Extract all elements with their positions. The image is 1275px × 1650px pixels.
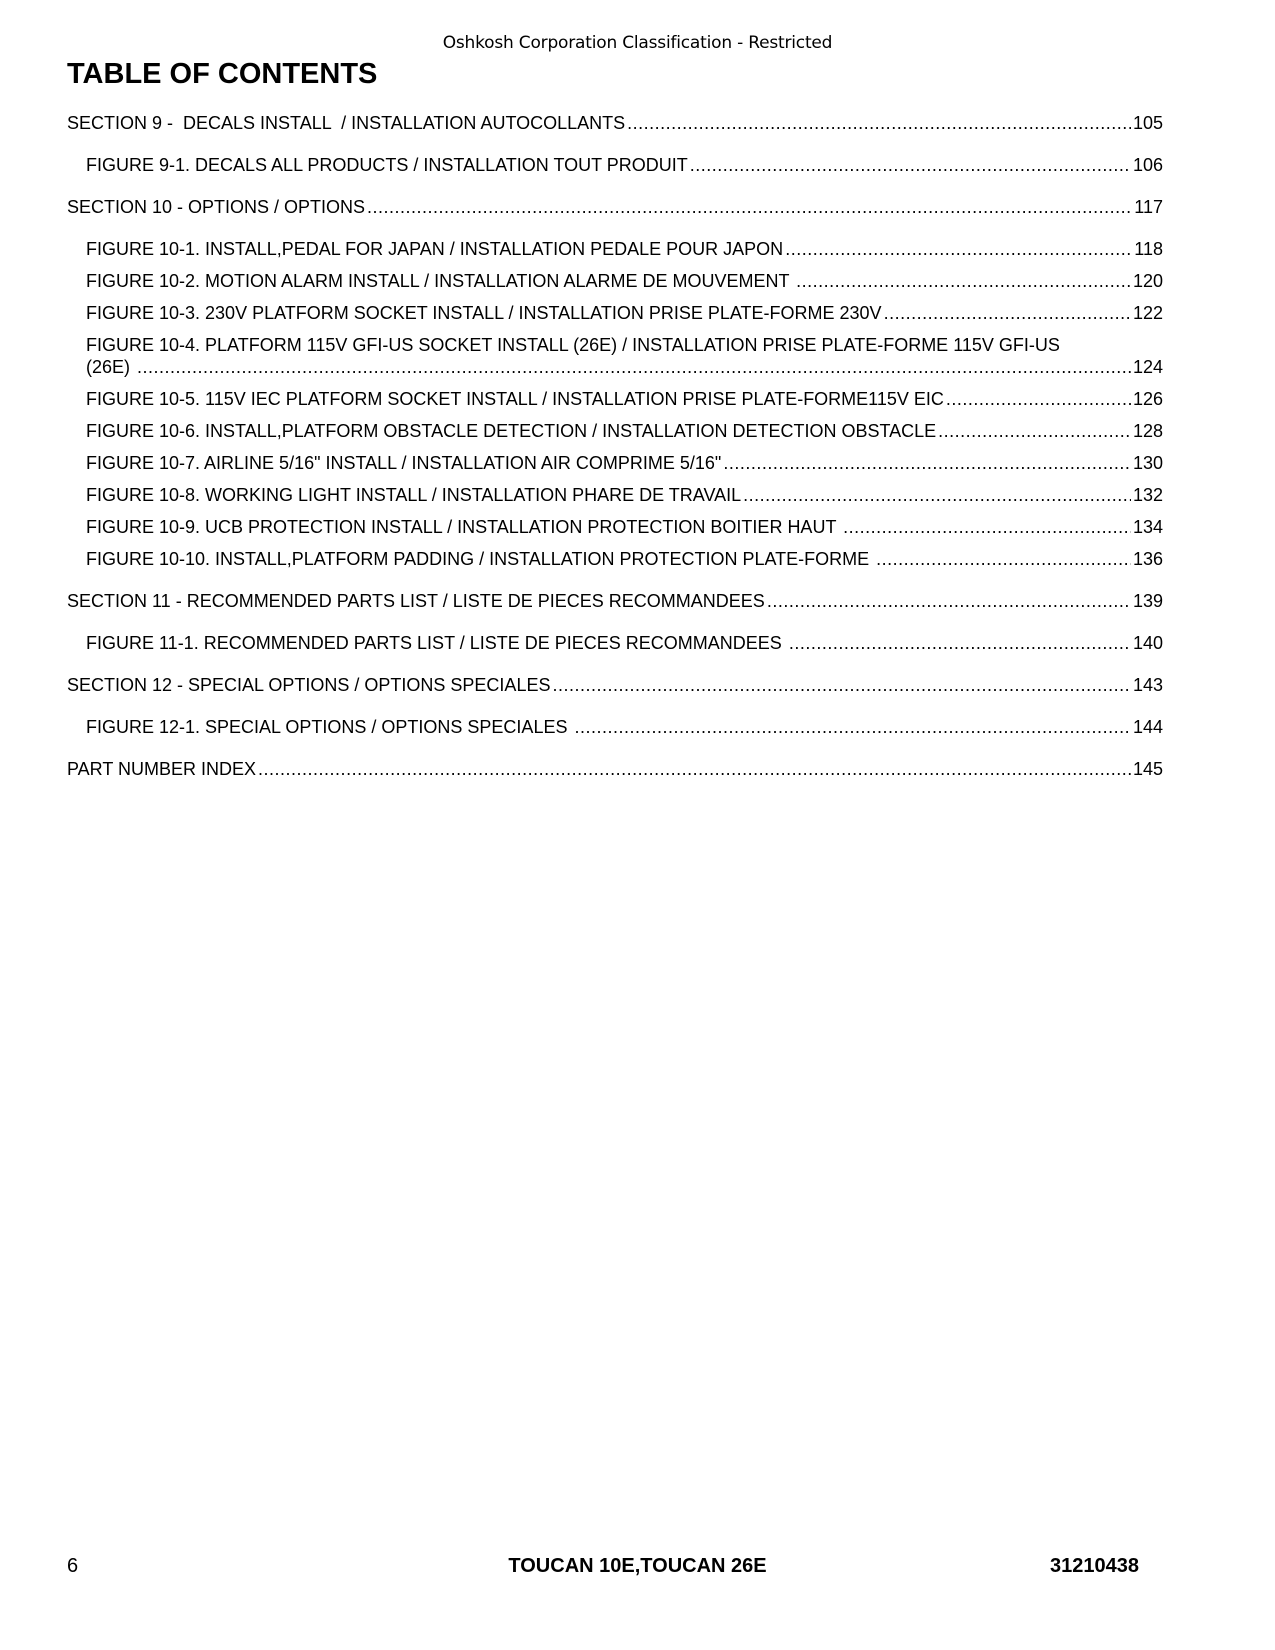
footer-model-name: TOUCAN 10E,TOUCAN 26E: [508, 1555, 767, 1577]
toc-entry-page-number: 145: [1132, 759, 1163, 779]
toc-entry-row: [86, 716, 1163, 738]
toc-entry-row: [86, 484, 1163, 506]
dot-leader: [884, 302, 1131, 324]
toc-entry-page-number: 118: [1134, 239, 1163, 259]
dot-leader: [789, 632, 1131, 654]
toc-figure-entry[interactable]: [67, 334, 1163, 378]
toc-entry-label-line: FIGURE 10-4. PLATFORM 115V GFI-US SOCKET INSTALL (26E) / INSTALLATION PRISE PLATE-FORME 115V GFI-US: [86, 335, 1060, 355]
toc-entry-label: FIGURE 12-1. SPECIAL OPTIONS / OPTIONS SPECIALES: [86, 717, 573, 737]
dot-leader: [137, 356, 1131, 378]
toc-entry-label: FIGURE 10-6. INSTALL,PLATFORM OBSTACLE DETECTION / INSTALLATION DETECTION OBSTACLE: [86, 421, 937, 441]
toc-figure-entry[interactable]: [67, 302, 1163, 324]
dot-leader: [785, 238, 1132, 260]
toc-entry-page-number: 126: [1132, 389, 1163, 409]
toc-entry-label: PART NUMBER INDEX: [67, 759, 257, 779]
dot-leader: [367, 196, 1132, 218]
toc-entry-label: FIGURE 10-5. 115V IEC PLATFORM SOCKET INSTALL / INSTALLATION PRISE PLATE-FORME115V EIC: [86, 389, 944, 409]
toc-entry-page-number: 105: [1132, 113, 1163, 133]
toc-figure-entry[interactable]: [67, 420, 1163, 442]
toc-entry-label: FIGURE 10-1. INSTALL,PEDAL FOR JAPAN / INSTALLATION PEDALE POUR JAPON: [86, 239, 784, 259]
toc-section-entry[interactable]: [67, 112, 1163, 134]
toc-entry-page-number: 144: [1132, 717, 1163, 737]
toc-entry-row: [86, 388, 1163, 410]
toc-entry-page-number: 139: [1132, 591, 1163, 611]
toc-figure-entry[interactable]: [67, 484, 1163, 506]
toc-figure-entry[interactable]: [67, 516, 1163, 538]
dot-leader: [876, 548, 1131, 570]
dot-leader: [723, 452, 1131, 474]
toc-figure-entry[interactable]: [67, 388, 1163, 410]
footer-document-number: 31210438: [1050, 1555, 1139, 1577]
toc-entry-page-number: 143: [1132, 675, 1163, 695]
dot-leader: [767, 590, 1131, 612]
toc-section-entry[interactable]: [67, 674, 1163, 696]
toc-entry-page-number: 106: [1132, 155, 1163, 175]
toc-entry-page-number: 128: [1132, 421, 1163, 441]
toc-entry-row: [86, 302, 1163, 324]
table-of-contents: [67, 112, 1163, 780]
toc-figure-entry[interactable]: [67, 238, 1163, 260]
dot-leader: [743, 484, 1131, 506]
toc-entry-label: FIGURE 10-3. 230V PLATFORM SOCKET INSTALL / INSTALLATION PRISE PLATE-FORME 230V: [86, 303, 882, 323]
toc-entry-label: FIGURE 10-7. AIRLINE 5/16" INSTALL / INSTALLATION AIR COMPRIME 5/16": [86, 453, 722, 473]
toc-entry-label: SECTION 12 - SPECIAL OPTIONS / OPTIONS SPECIALES: [67, 675, 551, 695]
toc-entry-label: FIGURE 10-10. INSTALL,PLATFORM PADDING / INSTALLATION PROTECTION PLATE-FORME: [86, 549, 875, 569]
toc-section-entry[interactable]: [67, 196, 1163, 218]
toc-entry-label: SECTION 9 - DECALS INSTALL / INSTALLATION AUTOCOLLANTS: [67, 113, 626, 133]
toc-entry-page-number: 120: [1132, 271, 1163, 291]
toc-entry-page-number: 130: [1132, 453, 1163, 473]
toc-entry-page-number: 117: [1134, 197, 1163, 217]
toc-figure-entry[interactable]: [67, 154, 1163, 176]
toc-figure-entry[interactable]: [67, 270, 1163, 292]
toc-entry-row: [86, 516, 1163, 538]
dot-leader: [946, 388, 1131, 410]
toc-entry-label: FIGURE 10-8. WORKING LIGHT INSTALL / INSTALLATION PHARE DE TRAVAIL: [86, 485, 742, 505]
toc-entry-row: [86, 420, 1163, 442]
footer-page-number: 6: [67, 1555, 79, 1577]
dot-leader: [690, 154, 1131, 176]
dot-leader: [574, 716, 1130, 738]
toc-entry-page-number: 124: [1132, 357, 1163, 377]
toc-entry-row: [67, 758, 1163, 780]
dot-leader: [796, 270, 1131, 292]
classification-banner: Oshkosh Corporation Classification - Restricted: [442, 33, 833, 53]
dot-leader: [627, 112, 1131, 134]
toc-section-entry[interactable]: [67, 590, 1163, 612]
toc-entry-row: [67, 196, 1163, 218]
toc-entry-row: [86, 356, 1163, 378]
toc-entry-label: FIGURE 10-2. MOTION ALARM INSTALL / INSTALLATION ALARME DE MOUVEMENT: [86, 271, 795, 291]
toc-figure-entry[interactable]: [67, 548, 1163, 570]
page-title: TABLE OF CONTENTS: [67, 58, 378, 90]
toc-figure-entry[interactable]: [67, 716, 1163, 738]
toc-entry-row: [86, 452, 1163, 474]
toc-entry-label: FIGURE 9-1. DECALS ALL PRODUCTS / INSTALLATION TOUT PRODUIT: [86, 155, 688, 175]
toc-entry-row: [67, 674, 1163, 696]
dot-leader: [258, 758, 1131, 780]
toc-entry-label: SECTION 11 - RECOMMENDED PARTS LIST / LISTE DE PIECES RECOMMANDEES: [67, 591, 765, 611]
toc-entry-page-number: 136: [1132, 549, 1163, 569]
dot-leader: [552, 674, 1130, 696]
toc-entry-row: [86, 548, 1163, 570]
toc-entry-label: (26E): [86, 357, 136, 377]
toc-figure-entry[interactable]: [67, 452, 1163, 474]
toc-figure-entry[interactable]: [67, 632, 1163, 654]
toc-entry-row: [67, 112, 1163, 134]
toc-entry-page-number: 122: [1132, 303, 1163, 323]
toc-section-entry[interactable]: [67, 758, 1163, 780]
toc-entry-page-number: 132: [1132, 485, 1163, 505]
toc-entry-page-number: 134: [1132, 517, 1163, 537]
dot-leader: [938, 420, 1131, 442]
toc-entry-label: SECTION 10 - OPTIONS / OPTIONS: [67, 197, 366, 217]
toc-entry-row: [86, 154, 1163, 176]
toc-entry-label: FIGURE 10-9. UCB PROTECTION INSTALL / INSTALLATION PROTECTION BOITIER HAUT: [86, 517, 842, 537]
toc-entry-row: [86, 238, 1163, 260]
toc-entry-label: FIGURE 11-1. RECOMMENDED PARTS LIST / LISTE DE PIECES RECOMMANDEES: [86, 633, 787, 653]
dot-leader: [843, 516, 1131, 538]
toc-entry-row: [86, 270, 1163, 292]
toc-entry-row: [86, 632, 1163, 654]
toc-entry-page-number: 140: [1132, 633, 1163, 653]
page-footer: [0, 1555, 1275, 1579]
toc-entry-row: [67, 590, 1163, 612]
